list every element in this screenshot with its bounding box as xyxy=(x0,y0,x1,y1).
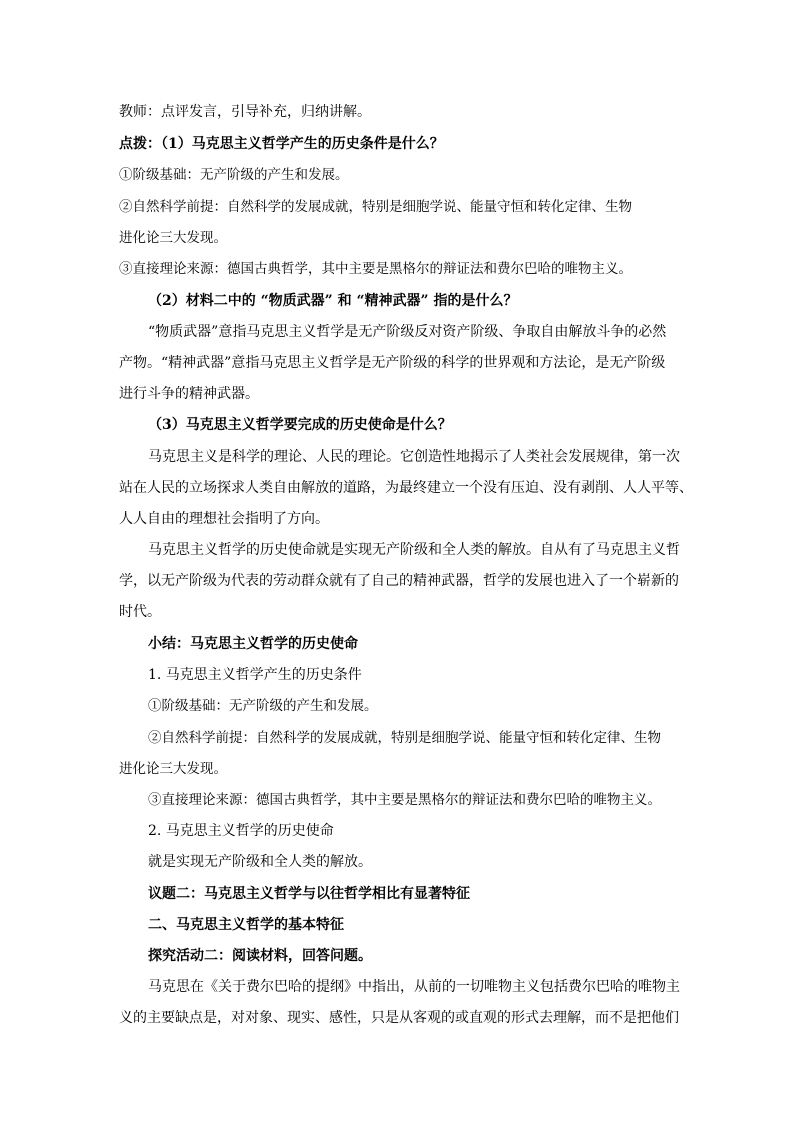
science-premise-continued: 进化论三大发现。 xyxy=(119,230,227,246)
question-3-heading: （3）马克思主义哲学要完成的历史使命是什么？ xyxy=(148,417,452,433)
summary-item-2: 2. 马克思主义哲学的历史使命 xyxy=(148,823,334,839)
teacher-instruction: 教师：点评发言，引导补充，归纳讲解。 xyxy=(119,104,371,120)
summary-science-premise-continued: 进化论三大发现。 xyxy=(119,761,227,777)
material-paragraph-line: 马克思在《关于费尔巴哈的提纲》中指出，从前的一切唯物主义包括费尔巴哈的唯物主 xyxy=(148,979,680,995)
mission-paragraph-line: 时代。 xyxy=(119,604,161,620)
question-1-heading: 点拨：（1）马克思主义哲学产生的历史条件是什么？ xyxy=(119,136,444,152)
mission-paragraph-line: 学，以无产阶级为代表的劳动群众就有了自己的精神武器，哲学的发展也进入了一个崭新的 xyxy=(119,573,679,589)
answer-2-paragraph-line: 产物。“精神武器”意指马克思主义哲学是无产阶级的科学的世界观和方法论，是无产阶级 xyxy=(119,355,666,371)
science-premise-item: ②自然科学前提：自然科学的发展成就，特别是细胞学说、能量守恒和转化定律、生物 xyxy=(119,199,632,215)
summary-item-1: 1. 马克思主义哲学产生的历史条件 xyxy=(148,667,362,683)
summary-science-premise: ②自然科学前提：自然科学的发展成就，特别是细胞学说、能量守恒和转化定律、生物 xyxy=(148,730,661,746)
question-2-heading: （2）材料二中的 “物质武器” 和 “精神武器” 指的是什么？ xyxy=(148,293,518,309)
answer-2-paragraph-line: “物质武器”意指马克思主义哲学是无产阶级反对资产阶级、争取自由解放斗争的必然 xyxy=(148,324,667,340)
activity-2-heading: 探究活动二：阅读材料，回答问题。 xyxy=(148,948,372,964)
theory-source-item: ③直接理论来源：德国古典哲学，其中主要是黑格尔的辩证法和费尔巴哈的唯物主义。 xyxy=(119,261,632,277)
answer-3-paragraph-line: 人人自由的理想社会指明了方向。 xyxy=(119,511,329,527)
topic-2-heading: 议题二：马克思主义哲学与以往哲学相比有显著特征 xyxy=(148,886,470,902)
section-2-heading: 二、马克思主义哲学的基本特征 xyxy=(148,917,344,933)
summary-mission-text: 就是实现无产阶级和全人类的解放。 xyxy=(148,854,372,870)
answer-3-paragraph-line: 马克思主义是科学的理论、人民的理论。它创造性地揭示了人类社会发展规律，第一次 xyxy=(148,449,680,465)
summary-theory-source: ③直接理论来源：德国古典哲学，其中主要是黑格尔的辩证法和费尔巴哈的唯物主义。 xyxy=(148,792,661,808)
summary-heading: 小结：马克思主义哲学的历史使命 xyxy=(148,636,358,652)
material-paragraph-line: 义的主要缺点是，对对象、现实、感性，只是从客观的或直观的形式去理解，而不是把他们 xyxy=(119,1010,679,1026)
answer-3-paragraph-line: 站在人民的立场探求人类自由解放的道路，为最终建立一个没有压迫、没有剥削、人人平等、 xyxy=(119,480,693,496)
class-basis-item: ①阶级基础：无产阶级的产生和发展。 xyxy=(119,167,349,183)
summary-class-basis: ①阶级基础：无产阶级的产生和发展。 xyxy=(148,698,378,714)
mission-paragraph-line: 马克思主义哲学的历史使命就是实现无产阶级和全人类的解放。自从有了马克思主义哲 xyxy=(148,542,680,558)
answer-2-paragraph-line: 进行斗争的精神武器。 xyxy=(119,386,259,402)
